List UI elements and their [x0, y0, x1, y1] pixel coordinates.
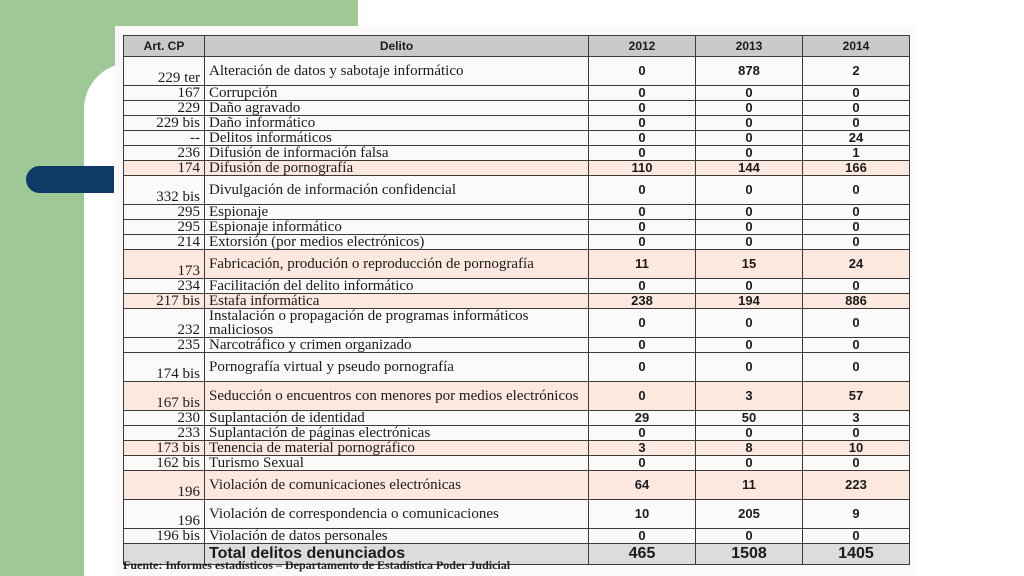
table-row [124, 176, 910, 205]
art-cell: 235 [124, 338, 205, 353]
delito-cell: Estafa informática [205, 294, 589, 309]
art-cell: 295 [124, 220, 205, 235]
table-row [124, 235, 910, 250]
header-2013: 2013 [696, 36, 803, 57]
value-2012: 29 [589, 411, 696, 426]
value-2013: 0 [696, 86, 803, 101]
art-cell: 229 bis [124, 116, 205, 131]
value-2014: 57 [803, 382, 910, 411]
source-note: Fuente: Informes estadísticos – Departamento de Estadística Poder Judicial [123, 558, 511, 572]
table-row [124, 131, 910, 146]
delito-cell: Suplantación de páginas electrónicas [205, 426, 589, 441]
value-2014: 0 [803, 235, 910, 250]
value-2014: 886 [803, 294, 910, 309]
art-cell: 236 [124, 146, 205, 161]
value-2013: 0 [696, 353, 803, 382]
value-2013: 3 [696, 382, 803, 411]
table-row [124, 426, 910, 441]
value-2013: 0 [696, 529, 803, 544]
delito-cell: Pornografía virtual y pseudo pornografía [205, 353, 589, 382]
header-2014: 2014 [803, 36, 910, 57]
art-cell: 167 [124, 86, 205, 101]
value-2012: 0 [589, 220, 696, 235]
value-2013: 0 [696, 338, 803, 353]
value-2013: 205 [696, 500, 803, 529]
value-2012: 0 [589, 86, 696, 101]
art-cell: -- [124, 131, 205, 146]
art-cell: 173 bis [124, 441, 205, 456]
delito-cell: Daño informático [205, 116, 589, 131]
table-row [124, 161, 910, 176]
delito-cell: Espionaje informático [205, 220, 589, 235]
delitos-table [123, 35, 910, 565]
value-2014: 0 [803, 456, 910, 471]
value-2014: 0 [803, 86, 910, 101]
value-2012: 64 [589, 471, 696, 500]
delito-cell: Violación de datos personales [205, 529, 589, 544]
value-2013: 8 [696, 441, 803, 456]
value-2013: 11 [696, 471, 803, 500]
total-2012: 465 [589, 544, 696, 565]
value-2014: 0 [803, 176, 910, 205]
value-2012: 238 [589, 294, 696, 309]
art-cell: 196 bis [124, 529, 205, 544]
delito-cell: Difusión de información falsa [205, 146, 589, 161]
art-cell: 214 [124, 235, 205, 250]
table-body [124, 57, 910, 544]
art-cell: 229 ter [124, 57, 205, 86]
value-2014: 166 [803, 161, 910, 176]
value-2014: 223 [803, 471, 910, 500]
delito-cell: Corrupción [205, 86, 589, 101]
delito-cell: Violación de correspondencia o comunicaciones [205, 500, 589, 529]
delito-cell: Daño agravado [205, 101, 589, 116]
delito-cell: Suplantación de identidad [205, 411, 589, 426]
value-2013: 0 [696, 205, 803, 220]
value-2012: 10 [589, 500, 696, 529]
art-cell: 332 bis [124, 176, 205, 205]
table-row [124, 205, 910, 220]
value-2014: 10 [803, 441, 910, 456]
table-row [124, 529, 910, 544]
value-2014: 0 [803, 309, 910, 338]
header-2012: 2012 [589, 36, 696, 57]
value-2014: 0 [803, 116, 910, 131]
value-2014: 24 [803, 131, 910, 146]
delito-cell: Delitos informáticos [205, 131, 589, 146]
value-2012: 0 [589, 176, 696, 205]
value-2012: 110 [589, 161, 696, 176]
delito-cell: Extorsión (por medios electrónicos) [205, 235, 589, 250]
art-cell: 229 [124, 101, 205, 116]
art-cell: 196 [124, 500, 205, 529]
delito-cell: Facilitación del delito informático [205, 279, 589, 294]
delito-cell: Turismo Sexual [205, 456, 589, 471]
art-cell: 295 [124, 205, 205, 220]
art-cell: 174 [124, 161, 205, 176]
art-cell: 173 [124, 250, 205, 279]
table-row [124, 456, 910, 471]
table-row [124, 441, 910, 456]
table-row [124, 220, 910, 235]
value-2014: 0 [803, 101, 910, 116]
art-cell: 230 [124, 411, 205, 426]
value-2012: 0 [589, 131, 696, 146]
art-cell: 232 [124, 309, 205, 338]
table-row [124, 309, 910, 338]
delito-cell: Espionaje [205, 205, 589, 220]
delito-cell: Alteración de datos y sabotaje informático [205, 57, 589, 86]
art-cell: 162 bis [124, 456, 205, 471]
total-2014: 1405 [803, 544, 910, 565]
art-cell: 217 bis [124, 294, 205, 309]
value-2013: 878 [696, 57, 803, 86]
delito-cell: Tenencia de material pornográfico [205, 441, 589, 456]
value-2013: 0 [696, 235, 803, 250]
table-row [124, 411, 910, 426]
table-header-row [124, 36, 910, 57]
delito-cell: Difusión de pornografía [205, 161, 589, 176]
value-2012: 0 [589, 353, 696, 382]
value-2014: 0 [803, 353, 910, 382]
value-2014: 2 [803, 57, 910, 86]
value-2012: 0 [589, 205, 696, 220]
header-delito: Delito [205, 36, 589, 57]
total-2013: 1508 [696, 544, 803, 565]
navy-accent-tab [26, 166, 114, 193]
delito-cell: Instalación o propagación de programas informáticos maliciosos [205, 309, 589, 338]
table-row [124, 500, 910, 529]
value-2013: 194 [696, 294, 803, 309]
table-row [124, 382, 910, 411]
scanned-document [115, 26, 915, 576]
value-2013: 0 [696, 456, 803, 471]
value-2014: 0 [803, 205, 910, 220]
table-row [124, 57, 910, 86]
table-row [124, 250, 910, 279]
value-2013: 50 [696, 411, 803, 426]
table-row [124, 294, 910, 309]
delito-cell: Divulgación de información confidencial [205, 176, 589, 205]
value-2012: 0 [589, 279, 696, 294]
value-2013: 0 [696, 176, 803, 205]
value-2013: 0 [696, 426, 803, 441]
value-2013: 0 [696, 309, 803, 338]
table-row [124, 279, 910, 294]
value-2012: 0 [589, 382, 696, 411]
value-2012: 3 [589, 441, 696, 456]
value-2013: 0 [696, 279, 803, 294]
value-2014: 9 [803, 500, 910, 529]
value-2014: 0 [803, 279, 910, 294]
value-2014: 0 [803, 529, 910, 544]
value-2012: 0 [589, 116, 696, 131]
value-2014: 0 [803, 338, 910, 353]
value-2012: 11 [589, 250, 696, 279]
table-row [124, 353, 910, 382]
value-2012: 0 [589, 529, 696, 544]
art-cell: 233 [124, 426, 205, 441]
delito-cell: Fabricación, produción o reproducción de pornografía [205, 250, 589, 279]
value-2013: 0 [696, 116, 803, 131]
art-cell: 174 bis [124, 353, 205, 382]
table-row [124, 116, 910, 131]
value-2013: 144 [696, 161, 803, 176]
value-2014: 0 [803, 220, 910, 235]
delito-cell: Violación de comunicaciones electrónicas [205, 471, 589, 500]
value-2013: 0 [696, 101, 803, 116]
value-2014: 3 [803, 411, 910, 426]
value-2012: 0 [589, 456, 696, 471]
header-art: Art. CP [124, 36, 205, 57]
value-2014: 1 [803, 146, 910, 161]
value-2012: 0 [589, 101, 696, 116]
value-2012: 0 [589, 146, 696, 161]
delito-cell: Narcotráfico y crimen organizado [205, 338, 589, 353]
value-2014: 0 [803, 426, 910, 441]
value-2014: 24 [803, 250, 910, 279]
value-2012: 0 [589, 309, 696, 338]
value-2012: 0 [589, 338, 696, 353]
value-2012: 0 [589, 57, 696, 86]
value-2013: 15 [696, 250, 803, 279]
table-row [124, 146, 910, 161]
value-2012: 0 [589, 426, 696, 441]
value-2013: 0 [696, 220, 803, 235]
value-2013: 0 [696, 131, 803, 146]
value-2013: 0 [696, 146, 803, 161]
art-cell: 196 [124, 471, 205, 500]
art-cell: 234 [124, 279, 205, 294]
value-2012: 0 [589, 235, 696, 250]
total-label: Total delitos denunciados [205, 544, 589, 565]
art-cell: 167 bis [124, 382, 205, 411]
table-row [124, 471, 910, 500]
table-row [124, 86, 910, 101]
delito-cell: Seducción o encuentros con menores por medios electrónicos [205, 382, 589, 411]
table-row [124, 338, 910, 353]
table-row [124, 101, 910, 116]
